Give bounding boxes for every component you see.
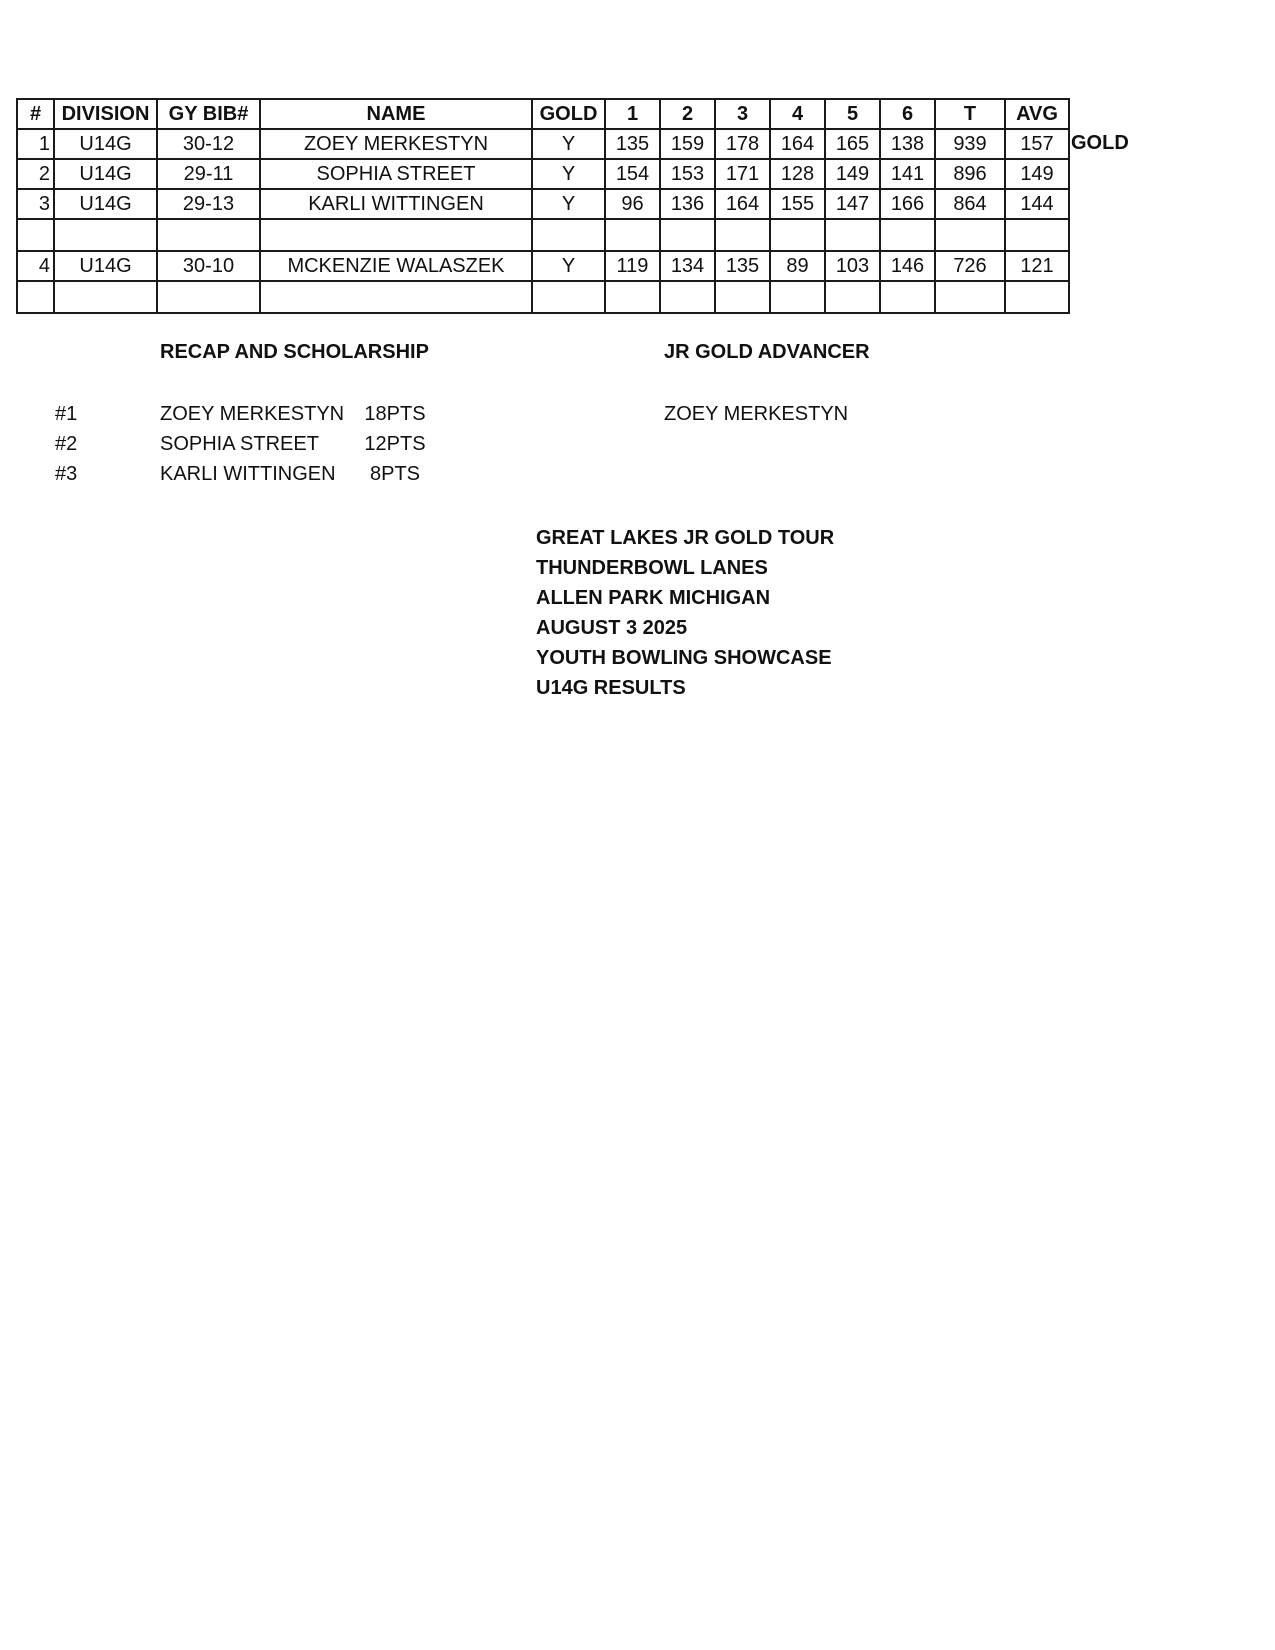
rank-cell: 4 <box>17 251 54 281</box>
header-game-1: 1 <box>605 99 660 129</box>
rank-cell: 3 <box>17 189 54 219</box>
results-table <box>16 98 1070 314</box>
empty-cell <box>770 281 825 313</box>
header-rank: # <box>17 99 54 129</box>
empty-cell <box>605 281 660 313</box>
game-4-cell: 89 <box>770 251 825 281</box>
game-1-cell: 135 <box>605 129 660 159</box>
empty-cell <box>715 219 770 251</box>
game-2-cell: 136 <box>660 189 715 219</box>
table-row <box>17 251 1069 281</box>
average-cell: 149 <box>1005 159 1069 189</box>
game-5-cell: 149 <box>825 159 880 189</box>
empty-cell <box>260 281 532 313</box>
empty-cell <box>157 281 260 313</box>
event-tour-line: GREAT LAKES JR GOLD TOUR <box>536 527 835 549</box>
empty-cell <box>17 281 54 313</box>
empty-cell <box>54 281 157 313</box>
total-cell: 726 <box>935 251 1005 281</box>
empty-cell <box>532 219 605 251</box>
recap-entry <box>55 403 455 433</box>
empty-cell <box>1005 281 1069 313</box>
header-game-4: 4 <box>770 99 825 129</box>
game-2-cell: 159 <box>660 129 715 159</box>
game-3-cell: 164 <box>715 189 770 219</box>
table-row <box>17 159 1069 189</box>
empty-cell <box>660 281 715 313</box>
recap-name: KARLI WITTINGEN <box>160 463 336 485</box>
game-5-cell: 147 <box>825 189 880 219</box>
header-name: NAME <box>260 99 532 129</box>
game-3-cell: 135 <box>715 251 770 281</box>
table-header-row <box>17 99 1069 129</box>
empty-cell <box>1005 219 1069 251</box>
header-total: T <box>935 99 1005 129</box>
event-venue-line: THUNDERBOWL LANES <box>536 557 768 579</box>
event-results-line: U14G RESULTS <box>536 677 686 699</box>
division-cell: U14G <box>54 189 157 219</box>
name-cell: KARLI WITTINGEN <box>260 189 532 219</box>
game-4-cell: 128 <box>770 159 825 189</box>
header-game-5: 5 <box>825 99 880 129</box>
bib-cell: 29-11 <box>157 159 260 189</box>
division-cell: U14G <box>54 251 157 281</box>
division-cell: U14G <box>54 129 157 159</box>
average-cell: 121 <box>1005 251 1069 281</box>
bib-cell: 30-12 <box>157 129 260 159</box>
empty-cell <box>54 219 157 251</box>
advancer-heading: JR GOLD ADVANCER <box>664 341 870 363</box>
average-cell: 157 <box>1005 129 1069 159</box>
header-game-6: 6 <box>880 99 935 129</box>
event-location-line: ALLEN PARK MICHIGAN <box>536 587 771 609</box>
empty-cell <box>880 219 935 251</box>
game-3-cell: 178 <box>715 129 770 159</box>
header-game-2: 2 <box>660 99 715 129</box>
recap-points: 8PTS <box>369 463 421 485</box>
recap-points: 12PTS <box>364 433 426 455</box>
recap-entry <box>55 463 455 493</box>
average-cell: 144 <box>1005 189 1069 219</box>
bib-cell: 30-10 <box>157 251 260 281</box>
total-cell: 939 <box>935 129 1005 159</box>
recap-heading: RECAP AND SCHOLARSHIP <box>160 341 429 363</box>
game-6-cell: 141 <box>880 159 935 189</box>
empty-cell <box>157 219 260 251</box>
game-5-cell: 103 <box>825 251 880 281</box>
empty-cell <box>770 219 825 251</box>
table-row <box>17 129 1069 159</box>
game-1-cell: 119 <box>605 251 660 281</box>
recap-rank: #3 <box>55 463 78 485</box>
advancer-name: ZOEY MERKESTYN <box>664 403 849 425</box>
game-6-cell: 166 <box>880 189 935 219</box>
empty-cell <box>260 219 532 251</box>
recap-rank: #2 <box>55 433 78 455</box>
division-cell: U14G <box>54 159 157 189</box>
game-3-cell: 171 <box>715 159 770 189</box>
game-6-cell: 138 <box>880 129 935 159</box>
bib-cell: 29-13 <box>157 189 260 219</box>
game-5-cell: 165 <box>825 129 880 159</box>
header-average: AVG <box>1005 99 1069 129</box>
rank-cell: 1 <box>17 129 54 159</box>
game-4-cell: 164 <box>770 129 825 159</box>
gold-flag-label: GOLD <box>1071 132 1129 154</box>
empty-cell <box>880 281 935 313</box>
empty-cell <box>660 219 715 251</box>
recap-rank: #1 <box>55 403 78 425</box>
game-4-cell: 155 <box>770 189 825 219</box>
event-info-block <box>536 523 834 703</box>
empty-cell <box>605 219 660 251</box>
game-2-cell: 134 <box>660 251 715 281</box>
event-name-line: YOUTH BOWLING SHOWCASE <box>536 647 832 669</box>
name-cell: ZOEY MERKESTYN <box>260 129 532 159</box>
gold-cell: Y <box>532 159 605 189</box>
header-bib: GY BIB# <box>157 99 260 129</box>
game-1-cell: 96 <box>605 189 660 219</box>
empty-cell <box>532 281 605 313</box>
header-division: DIVISION <box>54 99 157 129</box>
gold-cell: Y <box>532 189 605 219</box>
recap-name: SOPHIA STREET <box>160 433 319 455</box>
total-cell: 864 <box>935 189 1005 219</box>
blank-row <box>17 219 1069 251</box>
game-1-cell: 154 <box>605 159 660 189</box>
name-cell: MCKENZIE WALASZEK <box>260 251 532 281</box>
header-game-3: 3 <box>715 99 770 129</box>
game-6-cell: 146 <box>880 251 935 281</box>
name-cell: SOPHIA STREET <box>260 159 532 189</box>
empty-cell <box>17 219 54 251</box>
table-row <box>17 189 1069 219</box>
recap-name: ZOEY MERKESTYN <box>160 403 345 425</box>
gold-cell: Y <box>532 129 605 159</box>
blank-row <box>17 281 1069 313</box>
event-date-line: AUGUST 3 2025 <box>536 617 688 639</box>
gold-cell: Y <box>532 251 605 281</box>
recap-entry <box>55 433 455 463</box>
empty-cell <box>825 219 880 251</box>
empty-cell <box>715 281 770 313</box>
empty-cell <box>825 281 880 313</box>
empty-cell <box>935 281 1005 313</box>
empty-cell <box>935 219 1005 251</box>
header-gold: GOLD <box>532 99 605 129</box>
rank-cell: 2 <box>17 159 54 189</box>
game-2-cell: 153 <box>660 159 715 189</box>
recap-points: 18PTS <box>364 403 426 425</box>
total-cell: 896 <box>935 159 1005 189</box>
